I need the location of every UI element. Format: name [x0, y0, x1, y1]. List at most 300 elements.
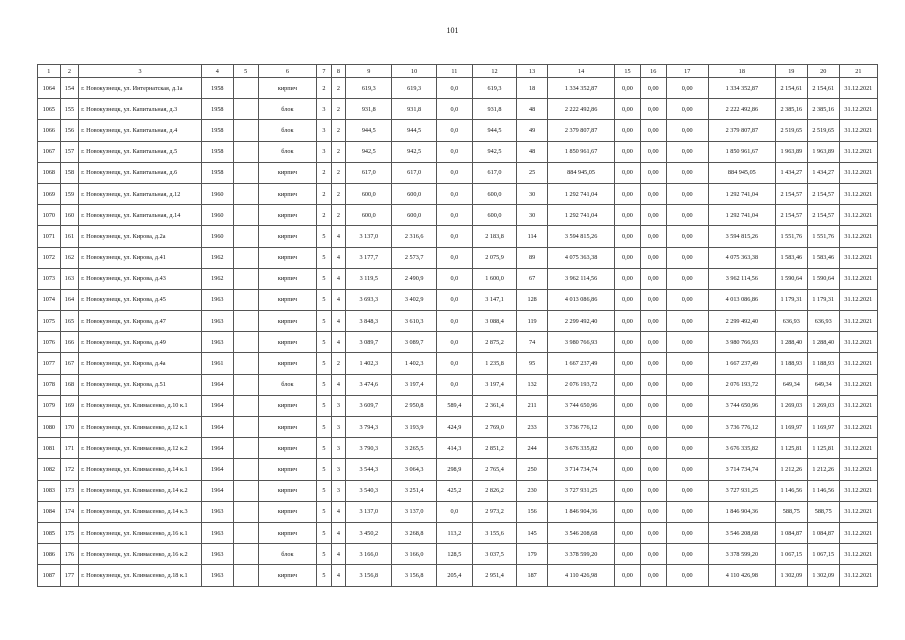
table-cell: 2 154,61 — [807, 78, 839, 99]
table-cell: 0,00 — [640, 438, 666, 459]
table-cell: 0,00 — [615, 459, 641, 480]
table-cell: 944,5 — [472, 120, 516, 141]
table-cell: 4 — [331, 268, 345, 289]
table-row — [38, 247, 878, 268]
table-cell: 3 089,7 — [392, 332, 436, 353]
table-cell: 31.12.2021 — [839, 565, 877, 586]
table-cell: 0,00 — [640, 353, 666, 374]
table-cell: 1 551,76 — [807, 226, 839, 247]
table-cell: 0,00 — [666, 501, 708, 522]
table-row — [38, 78, 878, 99]
table-cell: 0,00 — [640, 162, 666, 183]
table-cell: 1072 — [38, 247, 61, 268]
table-cell: 1964 — [201, 438, 233, 459]
table-cell: 187 — [517, 565, 548, 586]
table-cell: 1 212,26 — [775, 459, 807, 480]
table-cell: 0,0 — [436, 268, 472, 289]
table-cell: 3 — [331, 480, 345, 501]
table-cell: 3 197,4 — [472, 374, 516, 395]
table-cell: 1964 — [201, 374, 233, 395]
table-cell: 128 — [517, 289, 548, 310]
table-cell: 31.12.2021 — [839, 438, 877, 459]
table-cell: 5 — [317, 395, 331, 416]
table-cell: 1 850 961,67 — [708, 141, 775, 162]
table-cell: 649,34 — [807, 374, 839, 395]
table-cell — [233, 395, 258, 416]
table-cell: 0,00 — [640, 417, 666, 438]
table-row — [38, 141, 878, 162]
table-cell: 5 — [317, 480, 331, 501]
table-cell: 1074 — [38, 289, 61, 310]
table-cell: 165 — [60, 311, 79, 332]
table-cell: 1 292 741,04 — [548, 183, 615, 204]
table-cell: 31.12.2021 — [839, 247, 877, 268]
table-row — [38, 480, 878, 501]
table-cell: 113,2 — [436, 522, 472, 543]
table-cell: 167 — [60, 353, 79, 374]
table-cell: 0,00 — [615, 141, 641, 162]
table-cell: 5 — [317, 374, 331, 395]
table-cell: 0,00 — [640, 289, 666, 310]
table-cell: 159 — [60, 183, 79, 204]
table-cell: 424,9 — [436, 417, 472, 438]
table-cell: 2 361,4 — [472, 395, 516, 416]
column-header: 11 — [436, 65, 472, 78]
table-cell: 3 268,8 — [392, 522, 436, 543]
table-cell: 160 — [60, 205, 79, 226]
table-cell: 158 — [60, 162, 79, 183]
table-cell — [233, 417, 258, 438]
table-cell: блок — [258, 120, 317, 141]
table-cell: 589,4 — [436, 395, 472, 416]
table-cell: 172 — [60, 459, 79, 480]
table-row — [38, 374, 878, 395]
table-cell: 0,0 — [436, 353, 472, 374]
table-cell: 3 137,0 — [392, 501, 436, 522]
table-cell: 3 — [331, 395, 345, 416]
table-cell — [233, 459, 258, 480]
table-cell: 1083 — [38, 480, 61, 501]
table-cell: 1958 — [201, 99, 233, 120]
table-cell: 1 292 741,04 — [548, 205, 615, 226]
table-cell — [233, 120, 258, 141]
table-cell: 161 — [60, 226, 79, 247]
table-cell: 31.12.2021 — [839, 268, 877, 289]
table-cell: 74 — [517, 332, 548, 353]
table-cell: 3 450,2 — [346, 522, 392, 543]
table-cell: 30 — [517, 183, 548, 204]
table-cell: 156 — [517, 501, 548, 522]
table-cell: 1961 — [201, 353, 233, 374]
table-cell: 48 — [517, 99, 548, 120]
table-cell: 0,00 — [640, 226, 666, 247]
table-cell: 942,5 — [346, 141, 392, 162]
table-cell: 31.12.2021 — [839, 311, 877, 332]
column-header: 9 — [346, 65, 392, 78]
table-cell: 2 769,0 — [472, 417, 516, 438]
table-cell: 2 — [331, 99, 345, 120]
table-cell: 1963 — [201, 332, 233, 353]
table-cell: 31.12.2021 — [839, 162, 877, 183]
table-cell: 636,93 — [775, 311, 807, 332]
table-row — [38, 162, 878, 183]
table-cell: 1071 — [38, 226, 61, 247]
table-cell: кирпич — [258, 565, 317, 586]
table-cell: 0,00 — [640, 311, 666, 332]
table-cell: 4 013 086,86 — [548, 289, 615, 310]
table-cell: 1 434,27 — [775, 162, 807, 183]
table-cell: 0,00 — [615, 544, 641, 565]
table-cell: 1 292 741,04 — [708, 205, 775, 226]
column-header: 19 — [775, 65, 807, 78]
table-cell: 1963 — [201, 544, 233, 565]
table-cell: кирпич — [258, 183, 317, 204]
table-cell: 0,00 — [640, 78, 666, 99]
table-cell — [233, 544, 258, 565]
table-cell: 0,00 — [666, 162, 708, 183]
table-cell: 0,00 — [615, 268, 641, 289]
table-row — [38, 205, 878, 226]
table-cell: 2 973,2 — [472, 501, 516, 522]
table-cell: 619,3 — [472, 78, 516, 99]
table-cell: 1 212,26 — [807, 459, 839, 480]
table-cell: 2 385,16 — [775, 99, 807, 120]
column-header: 15 — [615, 65, 641, 78]
table-cell: 3 378 599,20 — [548, 544, 615, 565]
table-cell: 1 846 904,36 — [548, 501, 615, 522]
table-cell: 4 — [331, 501, 345, 522]
table-cell: 31.12.2021 — [839, 183, 877, 204]
table-cell: 0,00 — [615, 353, 641, 374]
table-cell: 31.12.2021 — [839, 544, 877, 565]
address-cell: г. Новокузнецк, ул. Климасенко, д.16 к.2 — [79, 544, 202, 565]
table-cell: 0,0 — [436, 332, 472, 353]
table-cell: 3 156,8 — [346, 565, 392, 586]
table-cell: 1082 — [38, 459, 61, 480]
table-cell: 2 299 492,40 — [708, 311, 775, 332]
table-cell: 942,5 — [392, 141, 436, 162]
table-row — [38, 501, 878, 522]
table-cell: 155 — [60, 99, 79, 120]
table-cell: 3 — [317, 141, 331, 162]
table-cell: 0,0 — [436, 120, 472, 141]
table-cell: 168 — [60, 374, 79, 395]
table-cell: 2 — [331, 183, 345, 204]
table-cell: 177 — [60, 565, 79, 586]
table-cell: 3 736 776,12 — [548, 417, 615, 438]
table-cell — [233, 438, 258, 459]
table-cell: 171 — [60, 438, 79, 459]
table-cell: 0,00 — [615, 162, 641, 183]
table-cell: 3 089,7 — [346, 332, 392, 353]
table-cell: 1 288,40 — [775, 332, 807, 353]
table-cell: 2 154,57 — [775, 205, 807, 226]
table-cell: 4 — [331, 544, 345, 565]
column-header: 14 — [548, 65, 615, 78]
table-cell: 0,00 — [666, 141, 708, 162]
table-cell: 31.12.2021 — [839, 480, 877, 501]
table-cell: 5 — [317, 247, 331, 268]
table-cell: 1076 — [38, 332, 61, 353]
table-cell: 1963 — [201, 522, 233, 543]
address-cell: г. Новокузнецк, ул. Капитальная, д.14 — [79, 205, 202, 226]
table-cell: 1 667 237,49 — [708, 353, 775, 374]
table-cell: 3 265,5 — [392, 438, 436, 459]
table-cell: 4 — [331, 311, 345, 332]
table-cell — [233, 183, 258, 204]
table-cell — [233, 141, 258, 162]
address-cell: г. Новокузнецк, ул. Кирова, д.45 — [79, 289, 202, 310]
table-cell: 0,00 — [615, 183, 641, 204]
table-cell: 3 166,0 — [346, 544, 392, 565]
table-cell: 617,0 — [392, 162, 436, 183]
table-cell: 1 235,8 — [472, 353, 516, 374]
table-cell: 1077 — [38, 353, 61, 374]
table-cell: 2 183,8 — [472, 226, 516, 247]
table-cell: 617,0 — [346, 162, 392, 183]
table-cell: 3 727 931,25 — [548, 480, 615, 501]
table-cell: 1962 — [201, 268, 233, 289]
column-header: 21 — [839, 65, 877, 78]
table-cell: 600,0 — [346, 183, 392, 204]
table-cell: 617,0 — [472, 162, 516, 183]
table-cell: 244 — [517, 438, 548, 459]
table-cell: 0,00 — [615, 522, 641, 543]
table-cell: 2 950,8 — [392, 395, 436, 416]
table-cell: 1 551,76 — [775, 226, 807, 247]
table-cell: 0,00 — [615, 226, 641, 247]
table-cell: 3 251,4 — [392, 480, 436, 501]
table-cell: 4 — [331, 565, 345, 586]
table-cell: 0,00 — [666, 565, 708, 586]
table-row — [38, 99, 878, 120]
table-cell: 5 — [317, 501, 331, 522]
address-cell: г. Новокузнецк, ул. Интернатская, д.1а — [79, 78, 202, 99]
address-cell: г. Новокузнецк, ул. Кирова, д.41 — [79, 247, 202, 268]
table-cell: 3 744 650,96 — [548, 395, 615, 416]
table-body — [38, 78, 878, 587]
table-cell: 4 013 086,86 — [708, 289, 775, 310]
table-cell: 1 963,89 — [775, 141, 807, 162]
column-header: 1 — [38, 65, 61, 78]
table-cell: 3 155,6 — [472, 522, 516, 543]
table-cell: 0,0 — [436, 501, 472, 522]
table-cell: 2 875,2 — [472, 332, 516, 353]
table-cell: 114 — [517, 226, 548, 247]
table-cell: 1 590,64 — [807, 268, 839, 289]
table-cell: 31.12.2021 — [839, 374, 877, 395]
table-cell: 3 166,0 — [392, 544, 436, 565]
table-cell: 1081 — [38, 438, 61, 459]
table-cell: 250 — [517, 459, 548, 480]
table-cell: 2 — [317, 162, 331, 183]
table-cell: 0,00 — [640, 501, 666, 522]
table-cell — [233, 162, 258, 183]
table-cell: блок — [258, 544, 317, 565]
table-cell: 600,0 — [472, 205, 516, 226]
table-cell: 3 714 734,74 — [708, 459, 775, 480]
page-number: 101 — [446, 26, 459, 35]
table-row — [38, 438, 878, 459]
table-cell: 145 — [517, 522, 548, 543]
table-cell: 0,00 — [640, 141, 666, 162]
table-cell: 1086 — [38, 544, 61, 565]
table-cell — [233, 226, 258, 247]
address-cell: г. Новокузнецк, ул. Кирова, д.4а — [79, 353, 202, 374]
table-cell: 2 154,57 — [807, 183, 839, 204]
column-header: 3 — [79, 65, 202, 78]
table-cell: 173 — [60, 480, 79, 501]
table-cell: 3 544,3 — [346, 459, 392, 480]
table-cell: 3 744 650,96 — [708, 395, 775, 416]
table-row — [38, 459, 878, 480]
table-cell: 31.12.2021 — [839, 522, 877, 543]
table-cell: 1 850 961,67 — [548, 141, 615, 162]
table-cell: 2 076 193,72 — [548, 374, 615, 395]
table-cell: 1 583,46 — [775, 247, 807, 268]
table-cell: 31.12.2021 — [839, 205, 877, 226]
table-cell: 1 188,93 — [807, 353, 839, 374]
table-cell: 4 — [331, 332, 345, 353]
column-header: 7 — [317, 65, 331, 78]
table-cell: 0,00 — [666, 374, 708, 395]
table-cell: 0,00 — [615, 480, 641, 501]
table-cell: 0,00 — [615, 438, 641, 459]
table-cell: 600,0 — [472, 183, 516, 204]
table-cell: 1 269,03 — [775, 395, 807, 416]
table-cell: 31.12.2021 — [839, 120, 877, 141]
table-cell: блок — [258, 374, 317, 395]
table-cell: 170 — [60, 417, 79, 438]
table-cell: 2 154,61 — [775, 78, 807, 99]
table-cell: 0,00 — [666, 332, 708, 353]
table-cell: 162 — [60, 247, 79, 268]
table-cell: 3 177,7 — [346, 247, 392, 268]
table-cell: 3 794,3 — [346, 417, 392, 438]
table-cell: 0,00 — [615, 99, 641, 120]
table-cell: 3 980 766,93 — [708, 332, 775, 353]
table-cell: 31.12.2021 — [839, 289, 877, 310]
table-cell — [233, 78, 258, 99]
table-cell: 0,00 — [666, 311, 708, 332]
table-cell: 132 — [517, 374, 548, 395]
table-cell: 884 945,05 — [708, 162, 775, 183]
table-cell: 2 573,7 — [392, 247, 436, 268]
table-cell: 0,00 — [640, 120, 666, 141]
table-cell: кирпич — [258, 459, 317, 480]
column-header: 17 — [666, 65, 708, 78]
table-cell: 1 302,09 — [807, 565, 839, 586]
table-cell: 1963 — [201, 311, 233, 332]
table-cell: 3 — [317, 99, 331, 120]
table-cell: кирпич — [258, 205, 317, 226]
table-cell: 2 — [331, 353, 345, 374]
table-cell: кирпич — [258, 522, 317, 543]
table-cell: 0,00 — [640, 565, 666, 586]
table-cell: кирпич — [258, 417, 317, 438]
table-cell: 1 583,46 — [807, 247, 839, 268]
address-cell: г. Новокузнецк, ул. Капитальная, д.5 — [79, 141, 202, 162]
table-cell: 4 075 363,38 — [548, 247, 615, 268]
table-cell: 0,00 — [615, 395, 641, 416]
table-cell: 0,00 — [666, 480, 708, 501]
table-cell: 0,00 — [615, 417, 641, 438]
table-cell: 636,93 — [807, 311, 839, 332]
table-cell: 1 179,31 — [775, 289, 807, 310]
table-cell: 0,00 — [640, 268, 666, 289]
table-cell: 31.12.2021 — [839, 99, 877, 120]
table-row — [38, 183, 878, 204]
table-cell: 5 — [317, 353, 331, 374]
table-cell: кирпич — [258, 289, 317, 310]
table-cell: 31.12.2021 — [839, 395, 877, 416]
table-cell: 1070 — [38, 205, 61, 226]
table-cell: 1 084,87 — [807, 522, 839, 543]
table-cell: 1 302,09 — [775, 565, 807, 586]
table-cell: 169 — [60, 395, 79, 416]
address-cell: г. Новокузнецк, ул. Кирова, д.43 — [79, 268, 202, 289]
table-cell: 3 156,8 — [392, 565, 436, 586]
table-cell — [233, 353, 258, 374]
table-cell: 2 — [331, 205, 345, 226]
table-cell: 2 075,9 — [472, 247, 516, 268]
table-cell: 4 110 426,98 — [548, 565, 615, 586]
table-cell: 5 — [317, 417, 331, 438]
table-cell: 1 179,31 — [807, 289, 839, 310]
table-cell — [233, 374, 258, 395]
table-cell: 588,75 — [807, 501, 839, 522]
table-cell: 1 334 352,87 — [708, 78, 775, 99]
table-cell: 163 — [60, 268, 79, 289]
table-row — [38, 565, 878, 586]
table-cell: 1085 — [38, 522, 61, 543]
table-row — [38, 417, 878, 438]
table-cell: 1084 — [38, 501, 61, 522]
table-cell: 4 075 363,38 — [708, 247, 775, 268]
table-cell: 176 — [60, 544, 79, 565]
table-cell: 0,00 — [615, 565, 641, 586]
table-cell: 5 — [317, 268, 331, 289]
table-cell: 1 292 741,04 — [708, 183, 775, 204]
table-cell: 0,00 — [666, 544, 708, 565]
table-cell: 0,00 — [640, 459, 666, 480]
table-cell: 1 269,03 — [807, 395, 839, 416]
table-cell: 3 610,3 — [392, 311, 436, 332]
table-cell — [233, 205, 258, 226]
table-cell: 0,00 — [666, 247, 708, 268]
table-cell: 0,00 — [666, 99, 708, 120]
table-cell: кирпич — [258, 501, 317, 522]
table-cell: 0,0 — [436, 247, 472, 268]
table-cell: 0,0 — [436, 183, 472, 204]
table-cell — [233, 247, 258, 268]
table-cell: 2 316,6 — [392, 226, 436, 247]
table-cell: 31.12.2021 — [839, 417, 877, 438]
table-cell: 0,0 — [436, 78, 472, 99]
table-cell: 1067 — [38, 141, 61, 162]
address-cell: г. Новокузнецк, ул. Кирова, д.2а — [79, 226, 202, 247]
table-cell: 211 — [517, 395, 548, 416]
table-cell: 3 540,3 — [346, 480, 392, 501]
table-cell: 2 — [317, 183, 331, 204]
column-header: 12 — [472, 65, 516, 78]
table-cell: 0,0 — [436, 289, 472, 310]
table-cell: 3 727 931,25 — [708, 480, 775, 501]
address-cell: г. Новокузнецк, ул. Климасенко, д.12 к.1 — [79, 417, 202, 438]
table-cell: 0,00 — [666, 459, 708, 480]
table-cell: 1 600,0 — [472, 268, 516, 289]
table-cell: 1 067,15 — [775, 544, 807, 565]
